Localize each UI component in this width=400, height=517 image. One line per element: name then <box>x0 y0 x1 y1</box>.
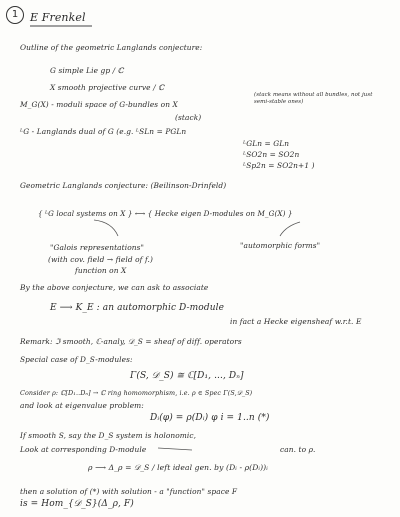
text-line: ᴸSO2n = SO2n <box>243 150 300 159</box>
text-line: function on X <box>75 266 127 275</box>
text-line: is = Hom_{𝒟_S}(Δ_ρ, F) <box>20 499 134 509</box>
text-line: (with cov. field → field of f.) <box>48 255 153 264</box>
text-line: Dᵢ(φ) = ρ(Dᵢ) φ i = 1..n (*) <box>150 413 270 423</box>
text-line: then a solution of (*) with solution - a "function" space F <box>20 487 238 496</box>
page-number: 1 <box>11 9 19 20</box>
strikethrough <box>158 448 192 450</box>
text-line: ᴸGLn = GLn <box>243 139 290 148</box>
text-line: Geometric Langlands conjecture: (Beilinson-Drinfeld) <box>20 181 227 190</box>
text-line: E ⟶ K_E : an automorphic D-module <box>50 303 224 313</box>
text-line: can. to ρ. <box>280 445 316 454</box>
text-line: G simple Lie gp / ℂ <box>50 66 124 75</box>
text-line: If smooth S, say the D_S system is holonomic, <box>20 431 197 440</box>
text-line: Γ(S, 𝒟_S) ≅ ℂ[D₁, ..., Dₙ] <box>130 371 244 381</box>
text-line: By the above conjecture, we can ask to associate <box>20 283 209 292</box>
text-line: "automorphic forms" <box>240 241 321 250</box>
text-line: ᴸG - Langlands dual of G (e.g. ᴸSLn = PGLn <box>20 127 187 136</box>
text-line: (stack) <box>175 113 202 122</box>
text-line: Look at corresponding D-module <box>20 445 147 454</box>
annotation-arrow <box>280 222 300 236</box>
text-line: and look at eigenvalue problem: <box>20 401 144 410</box>
text-line: in fact a Hecke eigensheaf w.r.t. E <box>230 317 362 326</box>
text-line: ᴸSp2n = SO2n+1 ) <box>243 161 315 170</box>
text-line: Consider ρ: ℂ[D₁..Dₙ] → ℂ ring homomorphism, i.e. ρ ∈ Spec Γ(S,𝒟_S) <box>20 389 253 397</box>
text-line: "Galois representations" <box>50 243 145 252</box>
text-line: ρ ⟶ Δ_ρ = 𝒟_S / left ideal gen. by (Dᵢ - ρ(Dᵢ))ᵢ <box>88 463 268 472</box>
side-note: (stack means without all bundles, not just semi-stable ones) <box>254 92 373 105</box>
text-line: Outline of the geometric Langlands conjecture: <box>20 43 203 52</box>
text-line: X smooth projective curve / ℂ <box>50 83 165 92</box>
text-line: Special case of D_S-modules: <box>20 355 133 364</box>
text-line: M_G(X) - moduli space of G-bundles on X <box>20 100 178 109</box>
annotation-arrow <box>94 220 118 236</box>
correspondence: { ᴸG local systems on X } ⟷ { Hecke eigen D-modules on M_G(X) } <box>38 209 293 218</box>
page-title: E Frenkel <box>30 11 86 24</box>
text-line: Remark: ℑ smooth, ℂ-analy, 𝒟_S = sheaf of diff. operators <box>20 337 242 346</box>
